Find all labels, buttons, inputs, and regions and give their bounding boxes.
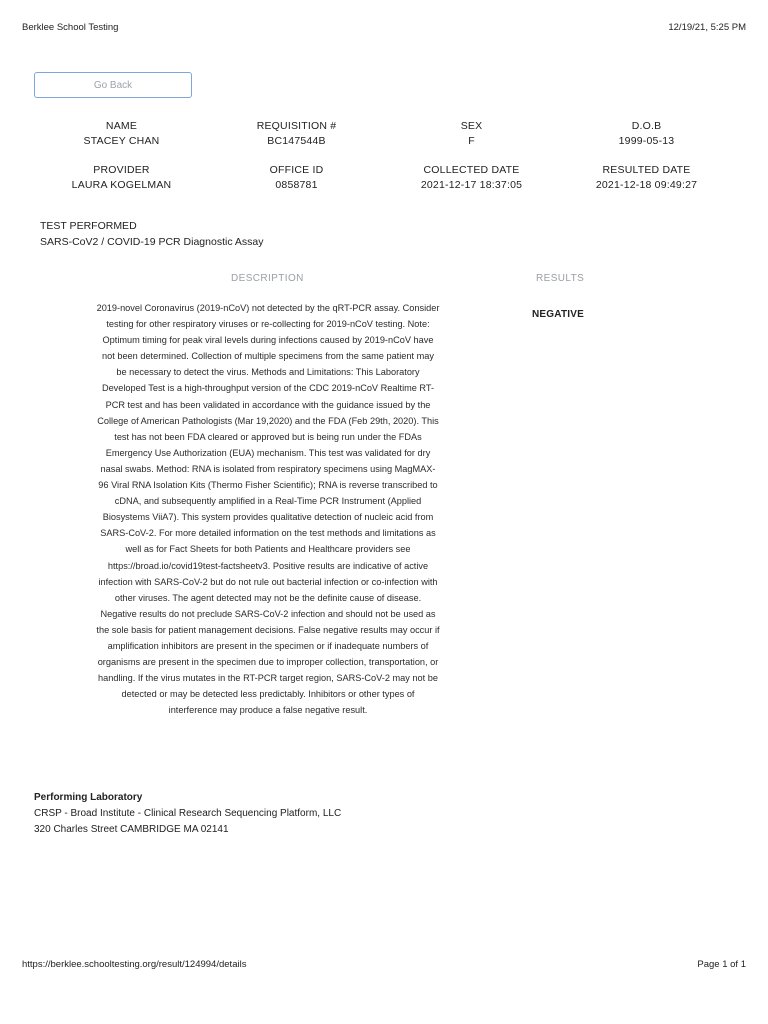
info-cell-collected-date bbox=[384, 163, 559, 207]
info-cell-requisition bbox=[209, 119, 384, 163]
print-header-title: Berklee School Testing bbox=[22, 22, 119, 33]
info-value: F bbox=[468, 135, 475, 147]
info-cell-resulted-date bbox=[559, 163, 734, 207]
performing-laboratory bbox=[34, 790, 341, 838]
info-label: D.O.B bbox=[631, 120, 662, 132]
info-value: 2021-12-18 09:49:27 bbox=[595, 179, 698, 191]
info-label: PROVIDER bbox=[93, 164, 150, 176]
print-header bbox=[22, 22, 746, 36]
test-performed-label: TEST PERFORMED bbox=[40, 220, 137, 232]
info-label: COLLECTED DATE bbox=[423, 164, 520, 176]
patient-info-row bbox=[34, 119, 734, 163]
info-value: BC147544B bbox=[267, 135, 326, 147]
patient-info-row bbox=[34, 163, 734, 207]
performing-laboratory-heading: Performing Laboratory bbox=[34, 792, 143, 803]
info-value: STACEY CHAN bbox=[83, 135, 160, 147]
info-cell-provider bbox=[34, 163, 209, 207]
print-footer-url: https://berklee.schooltesting.org/result/124994/details bbox=[22, 959, 247, 970]
test-performed-section bbox=[40, 218, 264, 250]
info-cell-dob bbox=[559, 119, 734, 163]
info-cell-office-id bbox=[209, 163, 384, 207]
test-performed-value: SARS-CoV2 / COVID-19 PCR Diagnostic Assay bbox=[40, 236, 264, 248]
result-value: NEGATIVE bbox=[532, 309, 584, 320]
print-footer bbox=[22, 959, 746, 973]
performing-laboratory-address: 320 Charles Street CAMBRIDGE MA 02141 bbox=[34, 824, 229, 835]
description-heading: DESCRIPTION bbox=[231, 273, 304, 284]
info-value: 2021-12-17 18:37:05 bbox=[420, 179, 523, 191]
results-heading: RESULTS bbox=[536, 273, 585, 284]
info-label: NAME bbox=[105, 120, 138, 132]
print-footer-page: Page 1 of 1 bbox=[697, 959, 746, 970]
info-cell-sex bbox=[384, 119, 559, 163]
description-text: 2019-novel Coronavirus (2019-nCoV) not detected by the qRT-PCR assay. Consider testing for other respiratory viruses or re-collecting for 2019-nCoV testing. Note: Optimum timing for peak viral levels during infections caused by 2019-nCoV have not been determined. Collection of multiple specimens from the same patient may be necessary to detect the virus. Methods and Limitations: This Laboratory Developed Test is a high-throughput version of the CDC 2019-nCoV Realtime RT-PCR test and has been validated in accordance with the guidance issued by the College of American Pathologists (Mar 19,2020) and the FDA (Feb 29th, 2020). This test has not been FDA cleared or approved but is being run under the FDAs Emergency Use Authorization (EUA) mechanism. This test was validated for dry nasal swabs. Method: RNA is isolated from respiratory specimens using MagMAX-96 Viral RNA Isolation Kits (Thermo Fisher Scientific); RNA is reverse transcribed to cDNA, and subsequently amplified in a Real-Time PCR Instrument (Applied Biosystems ViiA7). This system provides qualitative detection of nucleic acid from SARS-CoV-2. For more detailed information on the test methods and limitations as well as for Fact Sheets for both Patients and Healthcare providers see https://broad.io/covid19test-factsheetv3. Positive results are indicative of active infection with SARS-CoV-2 but do not rule out bacterial infection or co-infection with other viruses. The agent detected may not be the definite cause of disease. Negative results do not preclude SARS-CoV-2 infection and should not be used as the sole basis for patient management decisions. False negative results may occur if amplification inhibitors are present in the specimen or if inadequate numbers of organisms are present in the specimen due to improper collection, transportation, or handling. If the virus mutates in the RT-PCR target region, SARS-CoV-2 may not be detected or may be detected less predictably. Inhibitors or other types of interference may produce a false negative result. bbox=[96, 303, 440, 716]
print-header-datetime: 12/19/21, 5:25 PM bbox=[668, 22, 746, 33]
info-label: OFFICE ID bbox=[269, 164, 324, 176]
info-label: RESULTED DATE bbox=[602, 164, 691, 176]
info-value: 1999-05-13 bbox=[618, 135, 675, 147]
patient-info-grid bbox=[34, 119, 734, 207]
info-label: SEX bbox=[460, 120, 483, 132]
go-back-button[interactable]: Go Back bbox=[34, 72, 192, 98]
info-label: REQUISITION # bbox=[256, 120, 337, 132]
performing-laboratory-name: CRSP - Broad Institute - Clinical Research Sequencing Platform, LLC bbox=[34, 808, 342, 819]
info-value: 0858781 bbox=[275, 179, 318, 191]
info-cell-name bbox=[34, 119, 209, 163]
info-value: LAURA KOGELMAN bbox=[71, 179, 172, 191]
